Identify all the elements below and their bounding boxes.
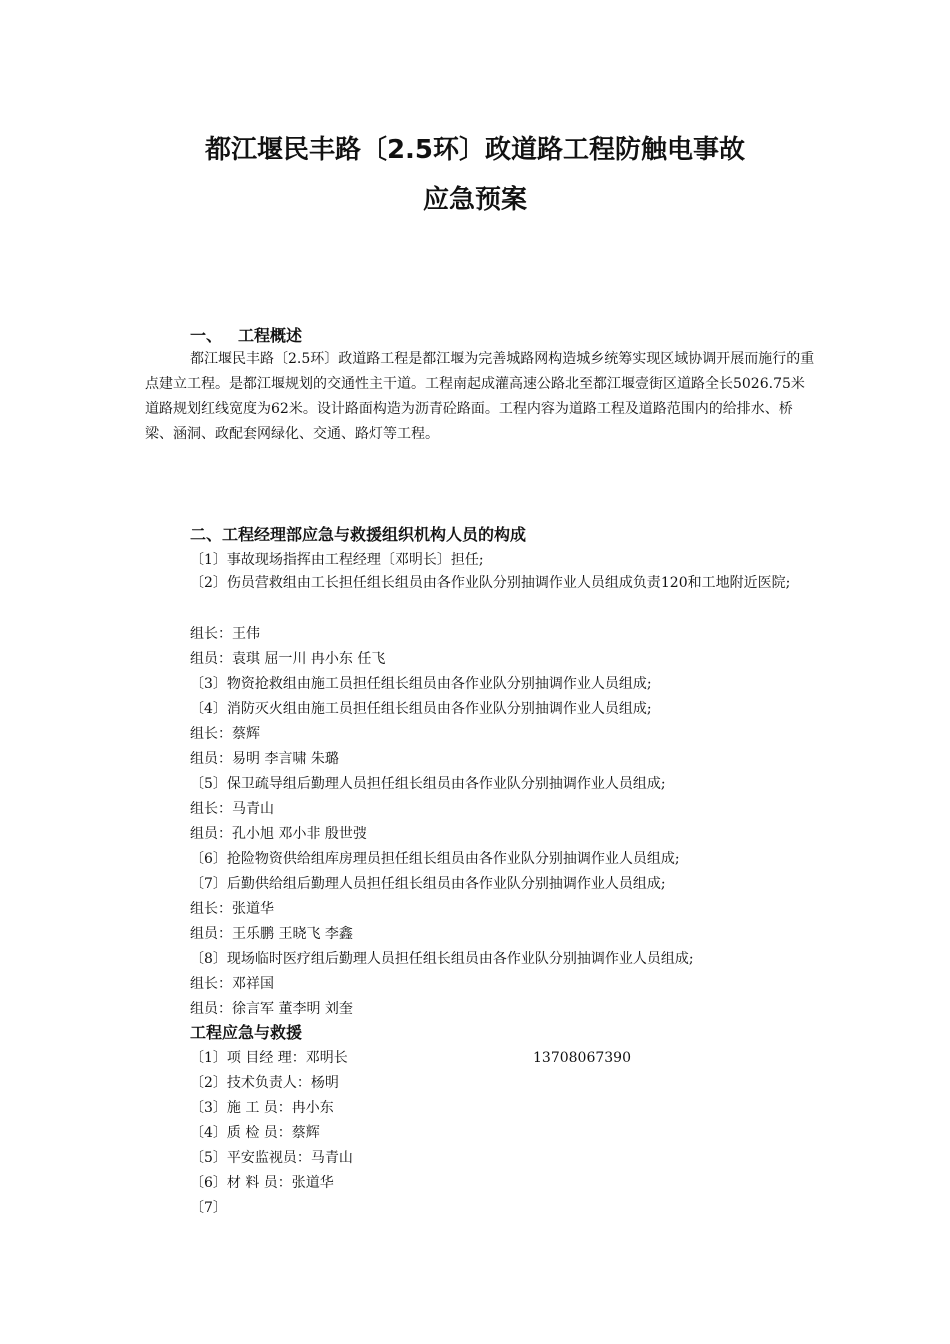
section-1-paragraph: 都江堰民丰路〔2.5环〕政道路工程是都江堰为完善城路网构造城乡统筹实现区域协调开展而施行的重点建立工程。是都江堰规划的交通性主干道。工程南起成灌高速公路北至都江堰壹街区道路全长5026.75米道路规划红线宽度为62米。设计路面构造为沥青砼路面。工程内容为道路工程及道路范围内的给排水、桥梁、涵洞、政配套网绿化、交通、路灯等工程。 [145,351,815,442]
section-1-number: 一、 [190,326,223,345]
org-item-8-members: 组员：徐言军 董李明 刘奎 [190,1001,353,1017]
org-item-5: 〔5〕保卫疏导组后勤理人员担任组长组员由各作业队分别抽调作业人员组成; [190,776,666,792]
roster-item-1-phone: 13708067390 [533,1050,631,1066]
roster-item-5: 〔5〕平安监视员：马青山 [190,1150,353,1166]
org-item-6: 〔6〕抢险物资供给组库房理员担任组长组员由各作业队分别抽调作业人员组成; [190,851,680,867]
section-2-heading: 二、工程经理部应急与救援组织机构人员的构成 [190,525,527,544]
document-title-line-1: 都江堰民丰路〔2.5环〕政道路工程防触电事故 [204,135,746,165]
roster-item-4: 〔4〕质 检 员：蔡辉 [190,1125,320,1141]
org-item-3: 〔3〕物资抢救组由施工员担任组长组员由各作业队分别抽调作业人员组成; [190,676,652,692]
org-item-7: 〔7〕后勤供给组后勤理人员担任组长组员由各作业队分别抽调作业人员组成; [190,876,666,892]
org-item-4-members: 组员：易明 李言啸 朱璐 [190,751,339,767]
roster-item-6: 〔6〕材 料 员：张道华 [190,1175,334,1191]
org-item-7-members: 组员：王乐鹏 王晓飞 李鑫 [190,926,353,942]
org-item-4-leader: 组长：蔡辉 [190,726,260,742]
org-item-5-members: 组员：孔小旭 邓小非 殷世弢 [190,826,367,842]
section-1-title: 工程概述 [238,326,303,345]
roster-item-2: 〔2〕技术负责人：杨明 [190,1075,339,1091]
roster-item-3: 〔3〕施 工 员：冉小东 [190,1100,334,1116]
org-item-5-leader: 组长：马青山 [190,801,274,817]
org-item-2-members: 组员：袁琪 屈一川 冉小东 任飞 [190,651,386,667]
section-1-heading [190,325,302,347]
org-item-1: 〔1〕事故现场指挥由工程经理〔邓明长〕担任; [190,552,484,568]
org-item-8: 〔8〕现场临时医疗组后勤理人员担任组长组员由各作业队分别抽调作业人员组成; [190,951,694,967]
section-3-heading: 工程应急与救援 [190,1023,303,1042]
org-item-2: 〔2〕伤员营救组由工长担任组长组员由各作业队分别抽调作业人员组成负责120和工地附近医院; [190,575,791,591]
org-item-7-leader: 组长：张道华 [190,901,274,917]
org-item-8-leader: 组长：邓祥国 [190,976,274,992]
document-title-line-2: 应急预案 [422,185,527,215]
roster-item-1: 〔1〕项 目经 理：邓明长 [190,1050,348,1066]
org-item-2-leader: 组长：王伟 [190,626,260,642]
org-item-4: 〔4〕消防灭火组由施工员担任组长组员由各作业队分别抽调作业人员组成; [190,701,652,717]
roster-item-7: 〔7〕 [190,1200,227,1216]
